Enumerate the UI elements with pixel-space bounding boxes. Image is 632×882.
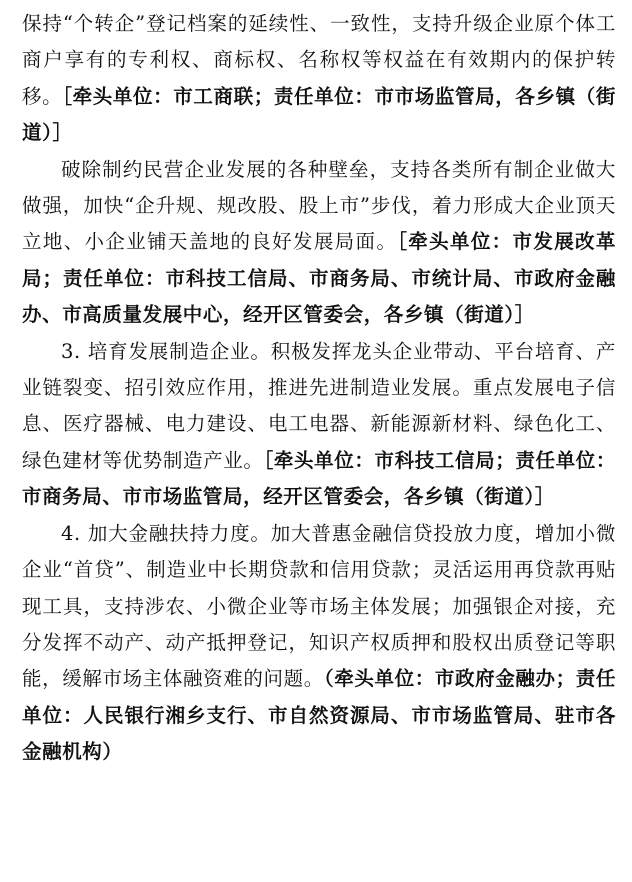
paragraph-private-enterprise	[22, 152, 616, 334]
responsibility-note: （牵头单位：市政府金融办；责任单位：人民银行湘乡支行、市自然资源局、市市场监管局、驻市各金融机构）	[22, 667, 616, 764]
responsibility-note: ［牵头单位：市科技工信局；责任单位：市商务局、市市场监管局，经开区管委会，各乡镇（街道）］	[22, 448, 616, 509]
paragraph-item-3-manufacturing	[22, 334, 616, 516]
paragraph-text: 破除制约民营企业发展的各种壁垒，支持各类所有制企业做大做强，加快“企升规、规改股、股上市”步伐，着力形成大企业顶天立地、小企业铺天盖地的良好发展局面。	[22, 157, 616, 254]
paragraph-continuation	[22, 6, 616, 152]
paragraph-item-4-finance	[22, 516, 616, 771]
paragraph-text: 3. 培育发展制造企业。积极发挥龙头企业带动、平台培育、产业链裂变、招引效应作用，推进先进制造业发展。重点发展电子信息、医疗器械、电力建设、电工电器、新能源新材料、绿色化工、绿色建材等优势制造产业。	[22, 339, 616, 472]
responsibility-note: ［牵头单位：市发展改革局；责任单位：市科技工信局、市商务局、市统计局、市政府金融办、市高质量发展中心，经开区管委会，各乡镇（街道）］	[22, 230, 616, 327]
responsibility-note: ［牵头单位：市工商联；责任单位：市市场监管局，各乡镇（街道）］	[22, 84, 616, 145]
paragraph-text: 保持“个转企”登记档案的延续性、一致性，支持升级企业原个体工商户享有的专利权、商标权、名称权等权益在有效期内的保护转移。	[22, 12, 616, 108]
paragraph-text: 4. 加大金融扶持力度。加大普惠金融信贷投放力度，增加小微企业“首贷”、制造业中长期贷款和信用贷款；灵活运用再贷款再贴现工具，支持涉农、小微企业等市场主体发展；加强银企对接，充分发挥不动产、动产抵押登记，知识产权质押和股权出质登记等职能，缓解市场主体融资难的问题。	[22, 521, 616, 691]
